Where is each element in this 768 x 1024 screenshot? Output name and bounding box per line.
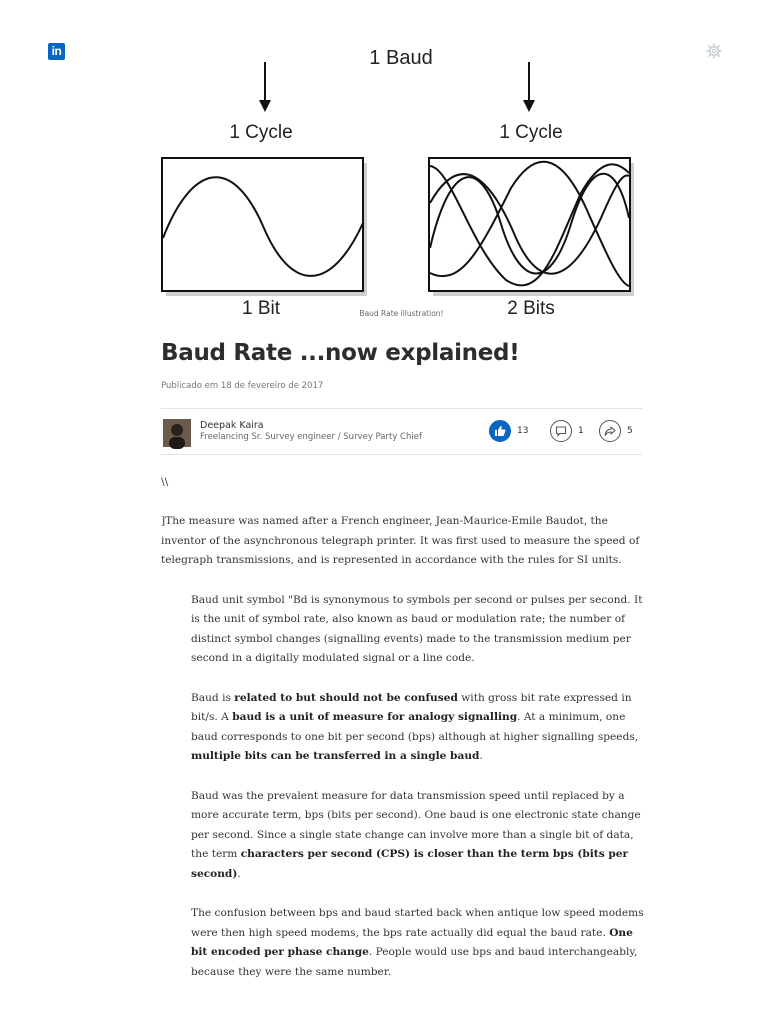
comment-action[interactable]: [550, 420, 584, 442]
body-paragraph-1: ]The measure was named after a French engineer, Jean-Maurice-Emile Baudot, the inventor of the asynchronous telegraph printer. It was first used to measure the speed of telegraph transmissions, and is represented in accordance with the rules for SI units.: [161, 515, 640, 567]
left-cycle-label: 1 Cycle: [229, 122, 293, 143]
body-paragraph-4: [161, 787, 645, 885]
p5-bold-b: One bit encoded per phase change: [191, 926, 633, 959]
body-paragraph-0: \\: [161, 476, 169, 488]
avatar[interactable]: [163, 419, 191, 447]
comment-count: 1: [578, 426, 584, 436]
author-name[interactable]: Deepak Kaira: [200, 420, 264, 431]
p4-text-a: Baud was the prevalent measure for data transmission speed until replaced by a more accurate term, bps (bits per second). One baud is one electronic state change per second. Since a single state change can involve more than a single bit of data, the term: [191, 789, 641, 861]
p3-text-c: with gross bit rate expressed in bit/s. A: [191, 691, 632, 724]
p4-text-c: .: [237, 867, 241, 880]
right-cycle-label: 1 Cycle: [499, 122, 563, 143]
body-paragraph-3: [161, 689, 645, 767]
p3-bold-f: multiple bits can be transferred in a single baud: [191, 750, 480, 763]
gear-icon-graphic: [706, 43, 722, 59]
author-role: Freelancing Sr. Survey engineer / Survey Party Chief: [200, 432, 422, 442]
body-paragraph-5: [161, 904, 645, 982]
thumbs-up-icon[interactable]: [489, 420, 511, 442]
right-bit-label: 2 Bits: [507, 298, 555, 319]
like-action[interactable]: [489, 420, 528, 442]
p3-text-e: . At a minimum, one baud corresponds to one bit per second (bps) although at higher signalling speeds,: [191, 711, 639, 743]
like-count: 13: [517, 426, 529, 436]
p3-text-a: Baud is: [191, 691, 235, 704]
share-icon[interactable]: [599, 420, 621, 442]
linkedin-logo[interactable]: in: [48, 43, 65, 60]
share-action[interactable]: [599, 420, 633, 442]
baud-top-label: 1 Baud: [369, 47, 433, 69]
image-caption: Baud Rate illustration!: [359, 309, 444, 318]
gear-icon[interactable]: [706, 43, 722, 59]
p3-bold-d: baud is a unit of measure for analogy signalling: [232, 711, 518, 724]
avatar-image: [163, 419, 191, 447]
left-bit-label: 1 Bit: [241, 298, 281, 319]
divider-bottom: [161, 454, 642, 455]
p5-text-a: The confusion between bps and baud started back when antique low speed modems were then high speed modems, the bps rate actually did equal the baud rate.: [191, 907, 644, 939]
article-title: Baud Rate ...now explained!: [161, 340, 520, 366]
published-date: Publicado em 18 de fevereiro de 2017: [161, 381, 324, 391]
p5-text-c: . People would use bps and baud interchangeably, because they were the same number.: [191, 946, 638, 978]
p3-text-g: .: [479, 750, 483, 763]
p3-bold-b: related to but should not be confused: [234, 691, 458, 704]
author-bar: [161, 412, 642, 452]
divider-top: [161, 408, 642, 409]
comment-icon[interactable]: [550, 420, 572, 442]
p4-bold-b: characters per second (CPS) is closer than the term bps (bits per second): [191, 848, 629, 880]
body-paragraph-2: Baud unit symbol "Bd is synonymous to symbols per second or pulses per second. It is the unit of symbol rate, also known as baud or modulation rate; the number of distinct symbol changes (signalling events) made to the transmission medium per second in a digitally modulated signal or a line code.: [191, 593, 643, 665]
article-body: [161, 473, 645, 1002]
share-count: 5: [627, 426, 633, 436]
